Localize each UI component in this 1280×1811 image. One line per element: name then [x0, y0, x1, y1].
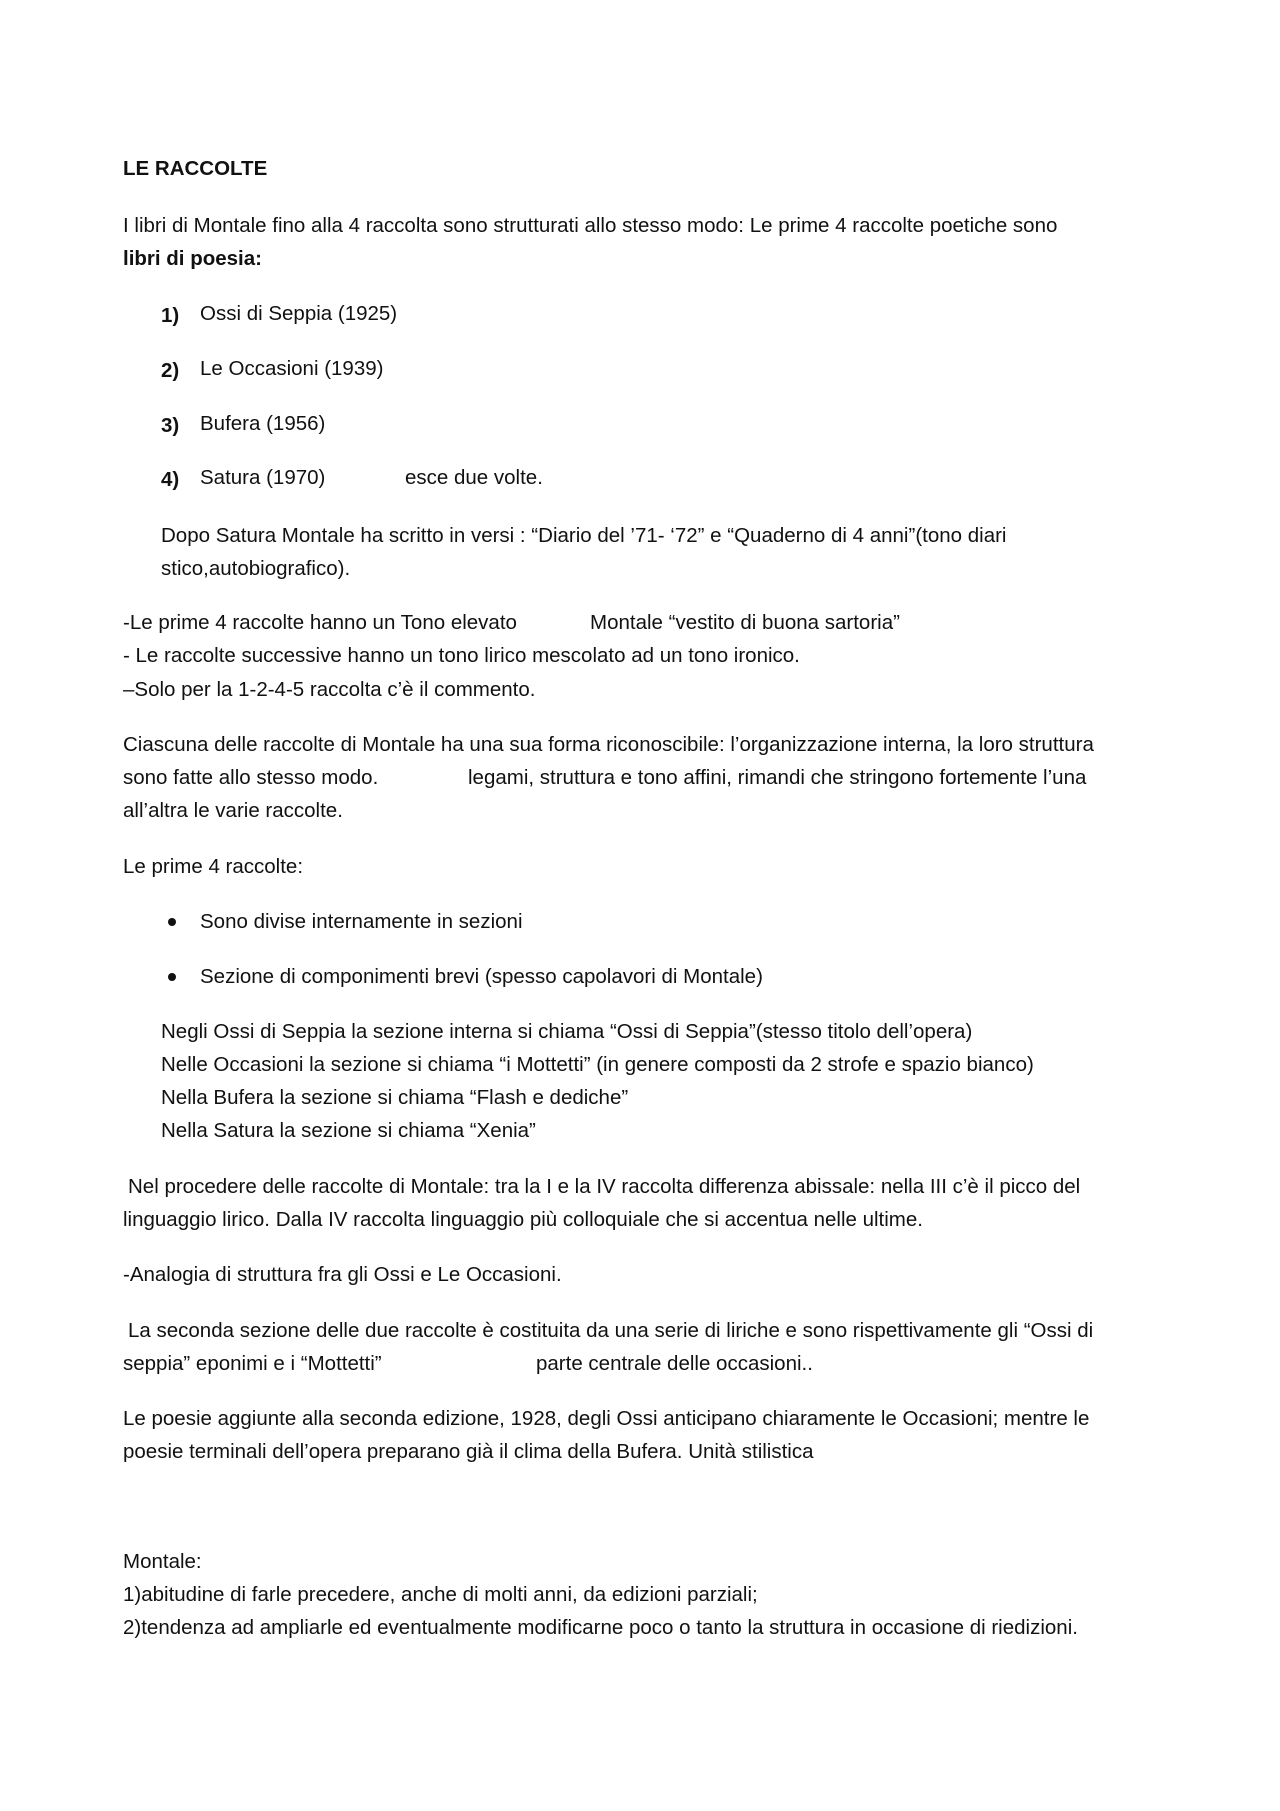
section-line: Nella Bufera la sezione si chiama “Flash e dediche”	[161, 1086, 629, 1109]
list-item-note: esce due volte.	[405, 466, 543, 489]
list-item: Ossi di Seppia (1925)	[200, 302, 398, 325]
list-number: 2)	[161, 359, 180, 382]
seconda-sezione-line-2b: parte centrale delle occasioni..	[536, 1352, 813, 1375]
list-item: Satura (1970)	[200, 466, 326, 489]
list-item: Sono divise internamente in sezioni	[200, 910, 523, 933]
montale-label: Montale:	[123, 1550, 202, 1573]
page-title: LE RACCOLTE	[123, 157, 268, 180]
poesie-aggiunte-line-1: Le poesie aggiunte alla seconda edizione, 1928, degli Ossi anticipano chiaramente le Occasioni; mentre le	[123, 1407, 1090, 1430]
procedere-line-1: Nel procedere delle raccolte di Montale: tra la I e la IV raccolta differenza abissale: nella III c’è il picco del	[128, 1175, 1081, 1198]
section-line: Nelle Occasioni la sezione si chiama “i Mottetti” (in genere composti da 2 strofe e spazio bianco)	[161, 1053, 1034, 1076]
poesie-aggiunte-line-2: poesie terminali dell’opera preparano già il clima della Bufera. Unità stilistica	[123, 1440, 814, 1463]
after-satura-line-2: stico,autobiografico).	[161, 557, 351, 580]
tone-line-3: –Solo per la 1-2-4-5 raccolta c’è il commento.	[123, 678, 536, 701]
list-item: Le Occasioni (1939)	[200, 357, 384, 380]
intro-line-1: I libri di Montale fino alla 4 raccolta sono strutturati allo stesso modo: Le prime 4 raccolte poetiche sono	[123, 214, 1058, 237]
forma-line-2b: legami, struttura e tono affini, rimandi che stringono fortemente l’una	[468, 766, 1087, 789]
procedere-line-2: linguaggio lirico. Dalla IV raccolta linguaggio più colloquiale che si accentua nelle ultime.	[123, 1208, 923, 1231]
list-number: 4)	[161, 468, 180, 491]
prime4-label: Le prime 4 raccolte:	[123, 855, 304, 878]
montale-line-2: 2)tendenza ad ampliarle ed eventualmente modificarne poco o tanto la struttura in occasione di riedizioni.	[123, 1616, 1078, 1639]
forma-line-2a: sono fatte allo stesso modo.	[123, 766, 379, 789]
intro-line-2: libri di poesia:	[123, 247, 262, 270]
tone-line-2: - Le raccolte successive hanno un tono lirico mescolato ad un tono ironico.	[123, 644, 800, 667]
list-item: Bufera (1956)	[200, 412, 326, 435]
bullet-dot	[168, 973, 176, 981]
bullet-dot	[168, 918, 176, 926]
analogia-line: -Analogia di struttura fra gli Ossi e Le Occasioni.	[123, 1263, 562, 1286]
list-number: 1)	[161, 304, 180, 327]
tone-line-1a: -Le prime 4 raccolte hanno un Tono elevato	[123, 611, 517, 634]
list-number: 3)	[161, 414, 180, 437]
forma-line-1: Ciascuna delle raccolte di Montale ha una sua forma riconoscibile: l’organizzazione interna, la loro struttura	[123, 733, 1094, 756]
after-satura-line-1: Dopo Satura Montale ha scritto in versi : “Diario del ’71- ‘72” e “Quaderno di 4 anni”(tono diari	[161, 524, 1007, 547]
montale-line-1: 1)abitudine di farle precedere, anche di molti anni, da edizioni parziali;	[123, 1583, 758, 1606]
section-line: Negli Ossi di Seppia la sezione interna si chiama “Ossi di Seppia”(stesso titolo dell’opera)	[161, 1020, 973, 1043]
list-item: Sezione di componimenti brevi (spesso capolavori di Montale)	[200, 965, 763, 988]
seconda-sezione-line-2a: seppia” eponimi e i “Mottetti”	[123, 1352, 382, 1375]
tone-line-1b: Montale “vestito di buona sartoria”	[590, 611, 900, 634]
seconda-sezione-line-1: La seconda sezione delle due raccolte è costituita da una serie di liriche e sono rispettivamente gli “Ossi di	[128, 1319, 1094, 1342]
section-line: Nella Satura la sezione si chiama “Xenia”	[161, 1119, 536, 1142]
forma-line-3: all’altra le varie raccolte.	[123, 799, 343, 822]
